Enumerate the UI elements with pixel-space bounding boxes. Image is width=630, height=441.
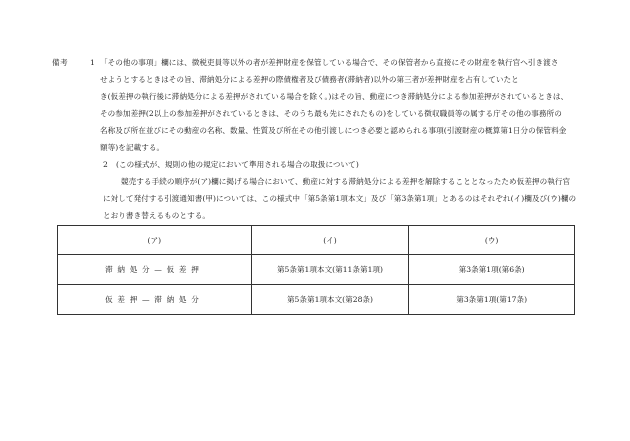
note-2-number: 2 bbox=[103, 160, 108, 169]
note-1-line: 名称及び所在並びにその動産の名称、数量、性質及び所在その他引渡しにつき必要と認められる事項(引渡財産の概算第1日分の保管料金 bbox=[100, 126, 567, 135]
table-cell: 第3条第1項(第6条) bbox=[409, 255, 575, 285]
note-1-line: き(仮差押の執行後に滞納処分による差押がされている場合を除く。)はその旨、動産につき滞納処分による参加差押がされているときは、 bbox=[100, 92, 569, 101]
note-1-line: 額等)を記載する。 bbox=[100, 143, 165, 152]
table-header-row bbox=[58, 226, 575, 255]
note-1-line: その参加差押(2以上の参加差押がされているときは、そのうち最も先にされたもの)をしている徴収職員等の属する庁その他の事務所の bbox=[100, 109, 562, 118]
table-cell: 仮差押—滞納処分 bbox=[58, 285, 252, 315]
note-1-line: 「その他の事項」欄には、徴税吏員等以外の者が差押財産を保管している場合で、その保管者から直接にその財産を執行官へ引き渡さ bbox=[100, 58, 559, 67]
conversion-table bbox=[57, 225, 575, 315]
column-header-u: (ウ) bbox=[409, 226, 575, 255]
remarks-heading: 備考 bbox=[52, 58, 69, 67]
table-cell: 滞納処分—仮差押 bbox=[58, 255, 252, 285]
note-2-line: 競売する手続の順序が(ア)欄に掲げる場合において、動産に対する滞納処分による差押を解除することとなったため仮差押の執行官 bbox=[121, 177, 571, 186]
note-1-number: 1 bbox=[90, 58, 95, 67]
table-row bbox=[58, 285, 575, 315]
table-row bbox=[58, 255, 575, 285]
column-header-i: (イ) bbox=[251, 226, 409, 255]
note-2-line: に対して発付する引渡通知書(甲)については、この様式中「第5条第1項本文」及び「第3条第1項」とあるのはそれぞれ(イ)欄及び(ウ)欄の bbox=[103, 194, 577, 203]
note-2-line: とおり書き替えるものとする。 bbox=[103, 211, 211, 220]
table-cell: 第3条第1項(第17条) bbox=[409, 285, 575, 315]
table-cell: 第5条第1項本文(第11条第1項) bbox=[251, 255, 409, 285]
note-1-line: せようとするときはその旨、滞納処分による差押の際債権者及び債務者(滞納者)以外の第三者が差押財産を占有していたと bbox=[100, 75, 519, 84]
note-2-line: (この様式が、規則の他の規定において準用される場合の取扱について) bbox=[116, 160, 359, 169]
table-cell: 第5条第1項本文(第28条) bbox=[251, 285, 409, 315]
column-header-a: (ア) bbox=[58, 226, 252, 255]
